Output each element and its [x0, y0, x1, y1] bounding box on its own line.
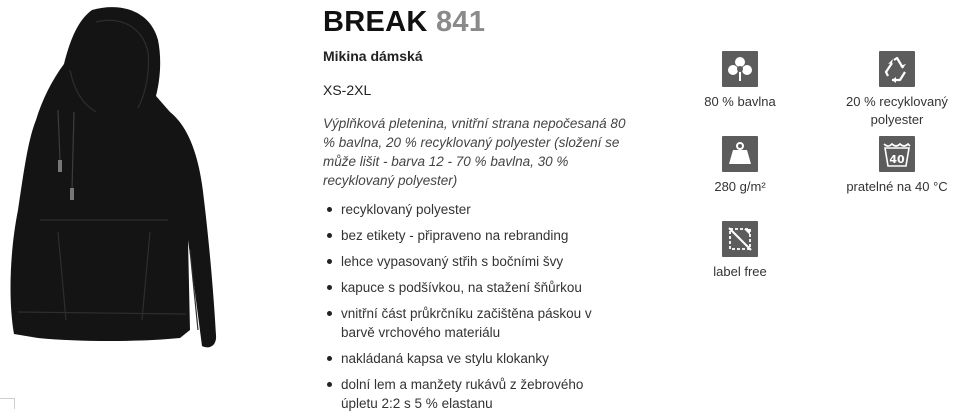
property-label-free: [670, 221, 810, 281]
feature-list: [323, 200, 623, 420]
thumbnail-frame: [0, 398, 15, 409]
label-free-icon: [722, 221, 758, 257]
feature-item: vnitřní část průkrčníku začištěna páskou v barvě vrchového materiálu: [323, 304, 623, 342]
feature-item: recyklovaný polyester: [323, 200, 623, 219]
recycle-icon: [879, 51, 915, 87]
property-label: pratelné na 40 °C: [846, 179, 948, 194]
product-code: 841: [435, 6, 486, 38]
property-label: 80 % bavlna: [704, 94, 776, 109]
feature-item: bez etikety - připraveno na rebranding: [323, 226, 623, 245]
feature-item: kapuce s podšívkou, na stažení šňůrkou: [323, 278, 623, 297]
property-recycled: [827, 51, 967, 129]
property-cotton: [670, 51, 810, 111]
product-description: Výplňková pletenina, vnitřní strana nepočesaná 80 % bavlna, 20 % recyklovaný polyester (složení se může lišit - barva 12 - 70 % bavlna, 30 % recyklovaný polyester): [323, 116, 626, 188]
feature-item: dolní lem a manžety rukávů z žebrového úpletu 2:2 s 5 % elastanu: [323, 375, 623, 413]
product-name: BREAK: [323, 6, 428, 38]
property-label: 20 % recyklovaný polyester: [846, 94, 948, 127]
feature-item: lehce vypasovaný střih s bočními švy: [323, 252, 623, 271]
product-title: [323, 6, 485, 39]
feature-item: nakládaná kapsa ve stylu klokanky: [323, 349, 623, 368]
product-image: [0, 0, 240, 405]
size-range: XS-2XL: [323, 82, 372, 98]
property-weight: [670, 136, 810, 196]
property-label: label free: [713, 264, 767, 279]
weight-icon: [722, 136, 758, 172]
property-label: 280 g/m²: [714, 179, 766, 194]
wash-temperature: 40: [889, 153, 905, 166]
cotton-icon: [722, 51, 758, 87]
wash-40-icon: [879, 136, 915, 172]
property-washing: [827, 136, 967, 196]
product-subtitle: Mikina dámská: [323, 48, 423, 64]
